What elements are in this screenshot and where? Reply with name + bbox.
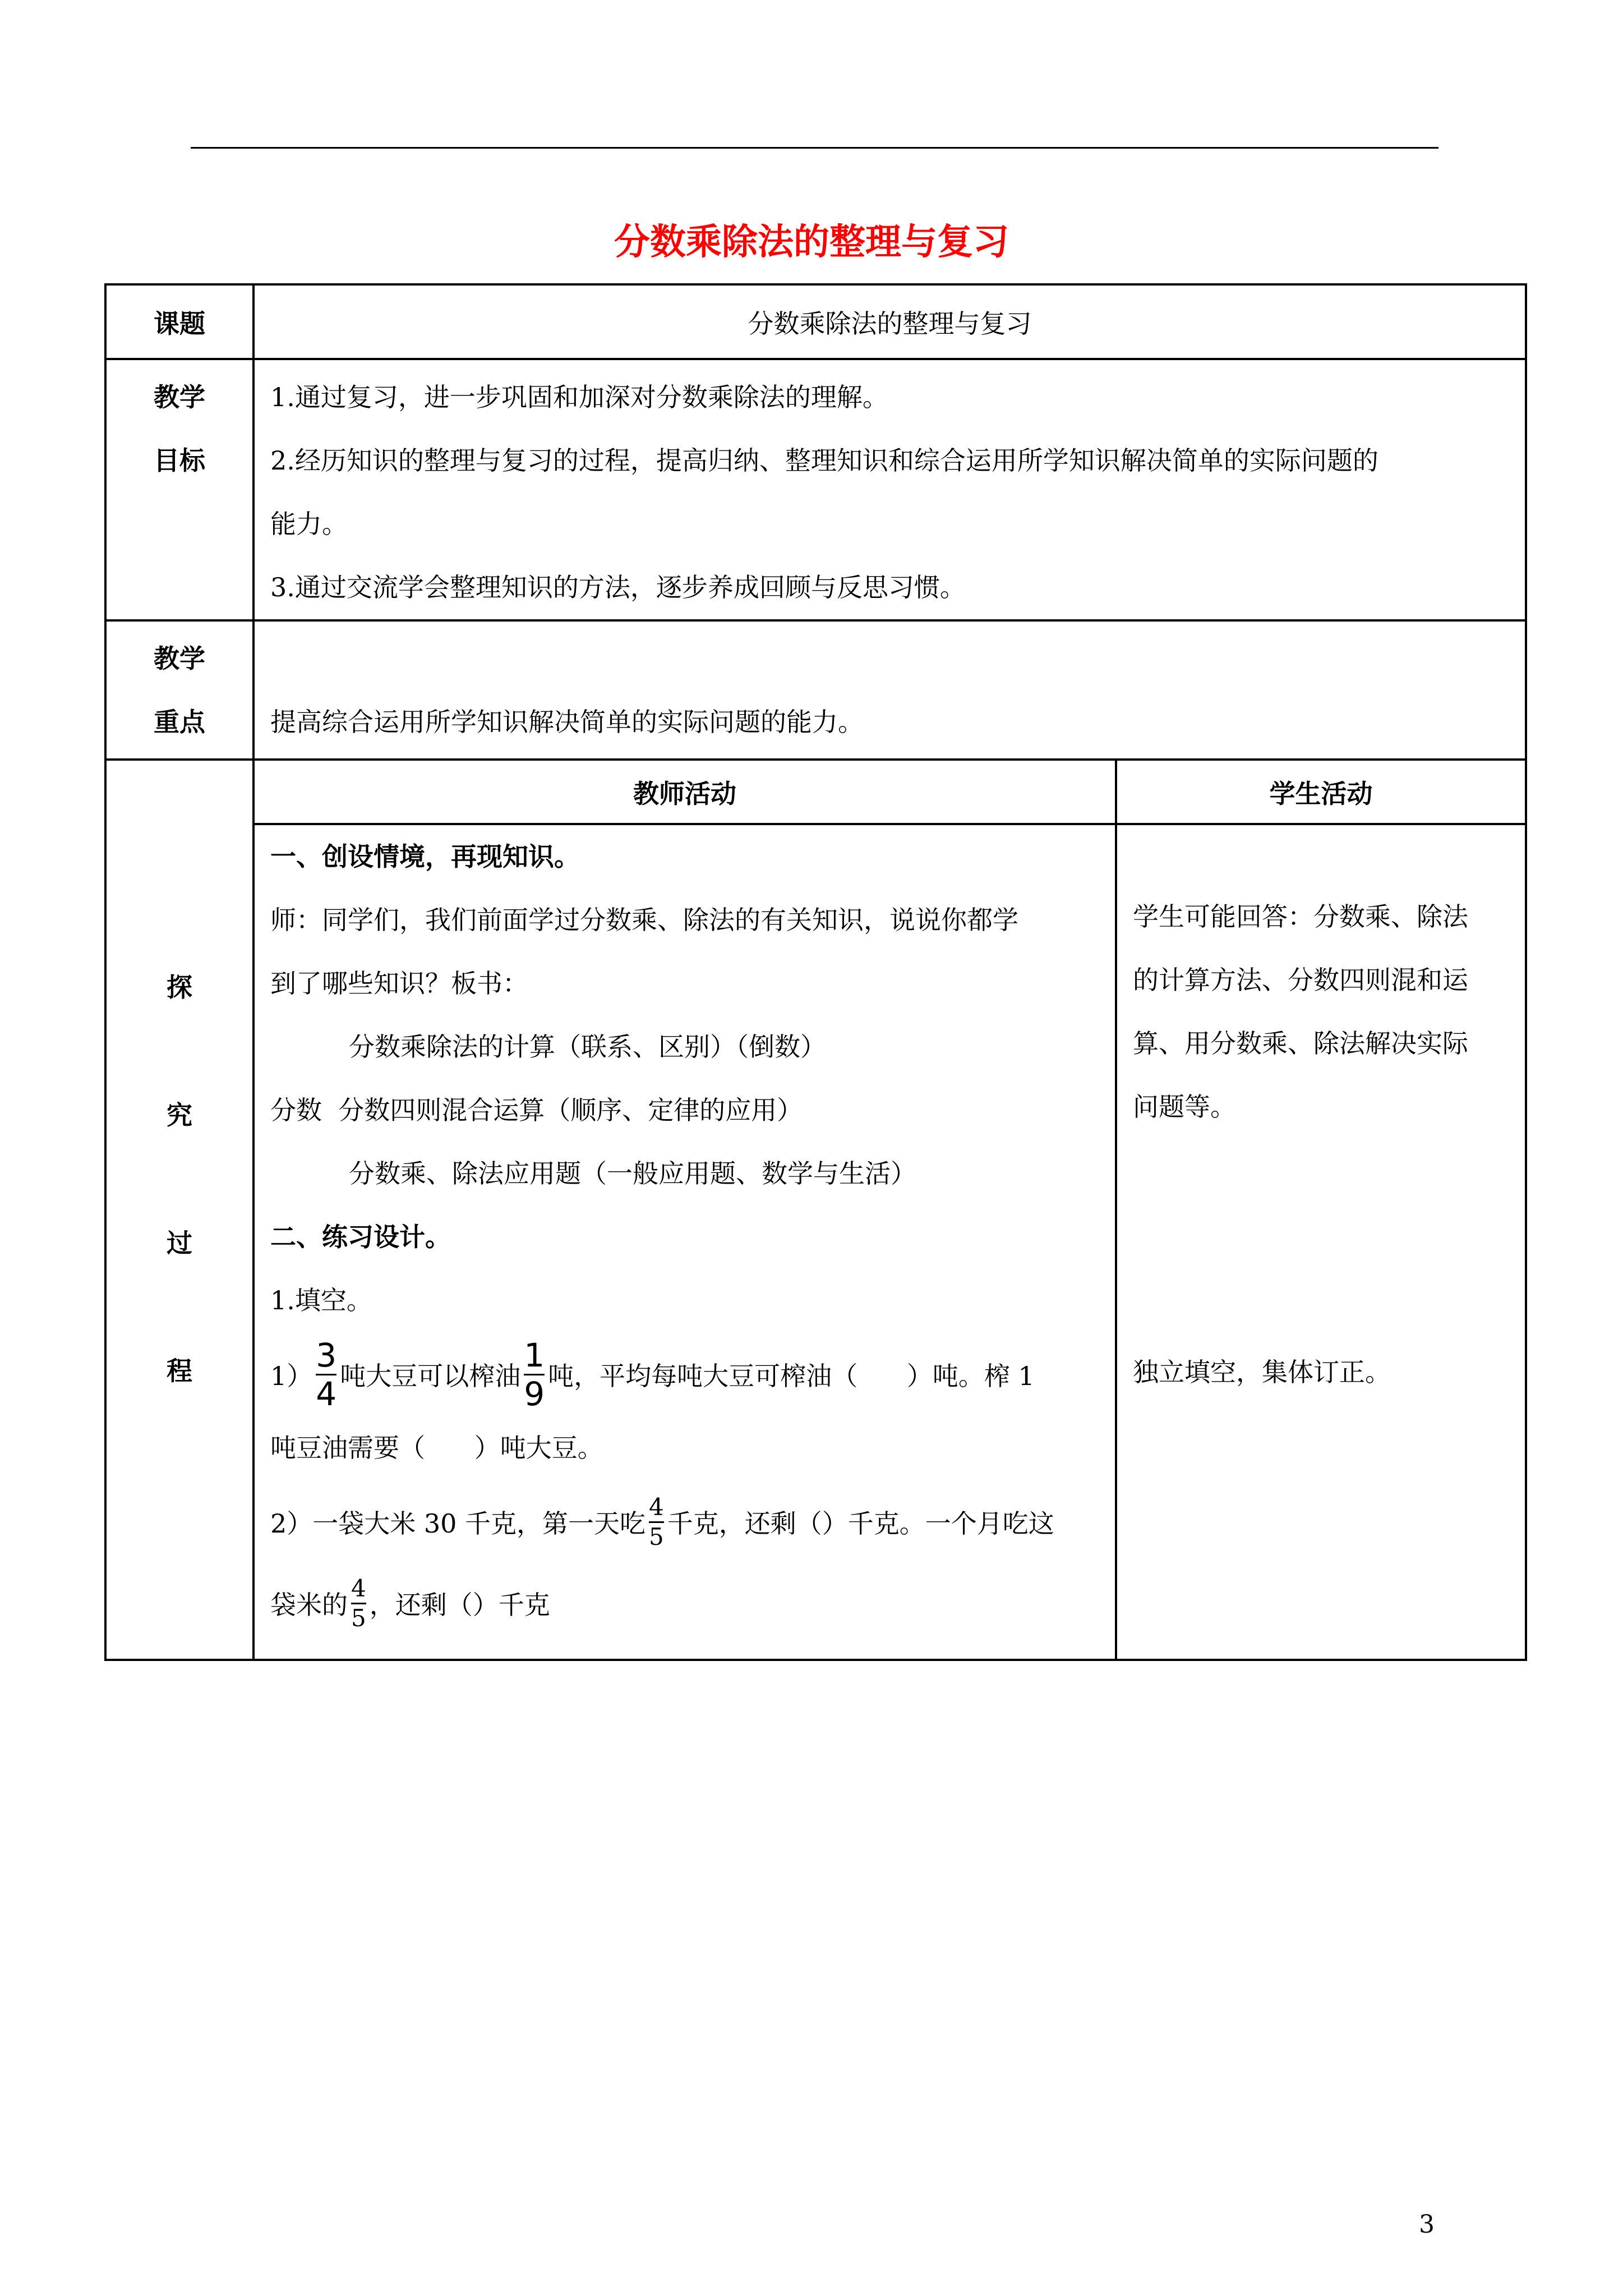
goals-label — [105, 359, 253, 620]
teacher-text: 到了哪些知识？板书： — [270, 968, 528, 999]
fraction-4-5 — [351, 1574, 366, 1632]
question-1-text: 1） — [270, 1361, 313, 1391]
activity-row — [105, 824, 1526, 1660]
question-2-text: 2）一袋大米 30 千克，第一天吃 — [270, 1508, 646, 1539]
fraction-numerator: 4 — [649, 1493, 664, 1521]
focus-label-line2: 重点 — [154, 707, 205, 737]
fill-in-title: 1.填空。 — [270, 1285, 372, 1315]
topic-label: 课题 — [105, 284, 253, 359]
process-char: 过 — [167, 1228, 192, 1258]
fraction-3-4 — [316, 1336, 337, 1413]
goals-content — [253, 359, 1526, 620]
process-char: 探 — [167, 972, 192, 1002]
focus-label — [105, 620, 253, 760]
goals-row — [105, 359, 1526, 620]
page-number: 3 — [1419, 2210, 1435, 2239]
focus-content — [253, 620, 1526, 760]
fraction-numerator: 1 — [524, 1336, 545, 1374]
focus-label-line1: 教学 — [154, 643, 205, 674]
focus-row — [105, 620, 1526, 760]
student-answer: 算、用分数乘、除法解决实际 — [1133, 1028, 1468, 1059]
question-2-text: 千克，还剩（）千克。一个月吃这 — [667, 1508, 1054, 1539]
student-activity-header: 学生活动 — [1116, 760, 1526, 824]
goals-label-line2: 目标 — [154, 445, 205, 476]
question-2-text: 袋米的 — [270, 1590, 348, 1620]
topic-row — [105, 284, 1526, 359]
question-1-line1 — [270, 1332, 1115, 1416]
question-1-line2: 吨豆油需要（ ）吨大豆。 — [270, 1433, 603, 1463]
section-heading-2: 二、练习设计。 — [270, 1222, 451, 1252]
student-answer: 的计算方法、分数四则混和运 — [1133, 965, 1468, 995]
question-2-line2 — [270, 1564, 1115, 1642]
focus-value: 提高综合运用所学知识解决简单的实际问题的能力。 — [270, 707, 864, 737]
fraction-denominator: 5 — [351, 1604, 366, 1632]
activity-header-row — [105, 760, 1526, 824]
section-heading-1: 一、创设情境，再现知识。 — [270, 841, 580, 872]
fraction-denominator: 9 — [524, 1374, 545, 1413]
topic-value: 分数乘除法的整理与复习 — [253, 284, 1526, 359]
teacher-activity — [253, 824, 1116, 1660]
student-fill-note: 独立填空，集体订正。 — [1133, 1357, 1391, 1387]
question-1-text: 吨，平均每吨大豆可榨油（ ）吨。榨 1 — [548, 1361, 1035, 1391]
question-2-line1 — [270, 1480, 1115, 1564]
student-answer: 问题等。 — [1133, 1092, 1236, 1122]
teacher-text: 师：同学们，我们前面学过分数乘、除法的有关知识，说说你都学 — [270, 905, 1018, 935]
process-char: 究 — [167, 1100, 192, 1130]
goal-item: 2.经历知识的整理与复习的过程，提高归纳、整理知识和综合运用所学知识解决简单的实际问题的 — [270, 445, 1378, 476]
fraction-numerator: 3 — [316, 1336, 337, 1374]
question-2-text: ，还剩（）千克 — [369, 1590, 550, 1620]
process-label — [105, 760, 253, 1660]
process-char: 程 — [167, 1356, 192, 1386]
goal-item: 能力。 — [270, 509, 348, 539]
fraction-numerator: 4 — [351, 1574, 366, 1602]
header-rule — [191, 147, 1438, 149]
student-activity — [1116, 824, 1526, 1660]
board-line-1: 分数乘除法的计算（联系、区别）（倒数） — [349, 1032, 826, 1062]
fraction-4-5 — [649, 1493, 664, 1550]
fraction-1-9 — [524, 1336, 545, 1413]
board-line-2: 分数 分数四则混合运算（顺序、定律的应用） — [270, 1095, 803, 1125]
goal-item: 3.通过交流学会整理知识的方法，逐步养成回顾与反思习惯。 — [270, 572, 966, 602]
goal-item: 1.通过复习，进一步巩固和加深对分数乘除法的理解。 — [270, 382, 888, 412]
question-1-text: 吨大豆可以榨油 — [340, 1361, 521, 1391]
student-answer: 学生可能回答：分数乘、除法 — [1133, 901, 1468, 932]
lesson-plan-table — [104, 283, 1527, 1661]
goals-label-line1: 教学 — [154, 382, 205, 412]
fraction-denominator: 5 — [649, 1522, 664, 1550]
fraction-denominator: 4 — [316, 1374, 337, 1413]
teacher-activity-header: 教师活动 — [253, 760, 1116, 824]
document-title: 分数乘除法的整理与复习 — [614, 222, 1009, 263]
board-line-3: 分数乘、除法应用题（一般应用题、数学与生活） — [349, 1158, 916, 1189]
